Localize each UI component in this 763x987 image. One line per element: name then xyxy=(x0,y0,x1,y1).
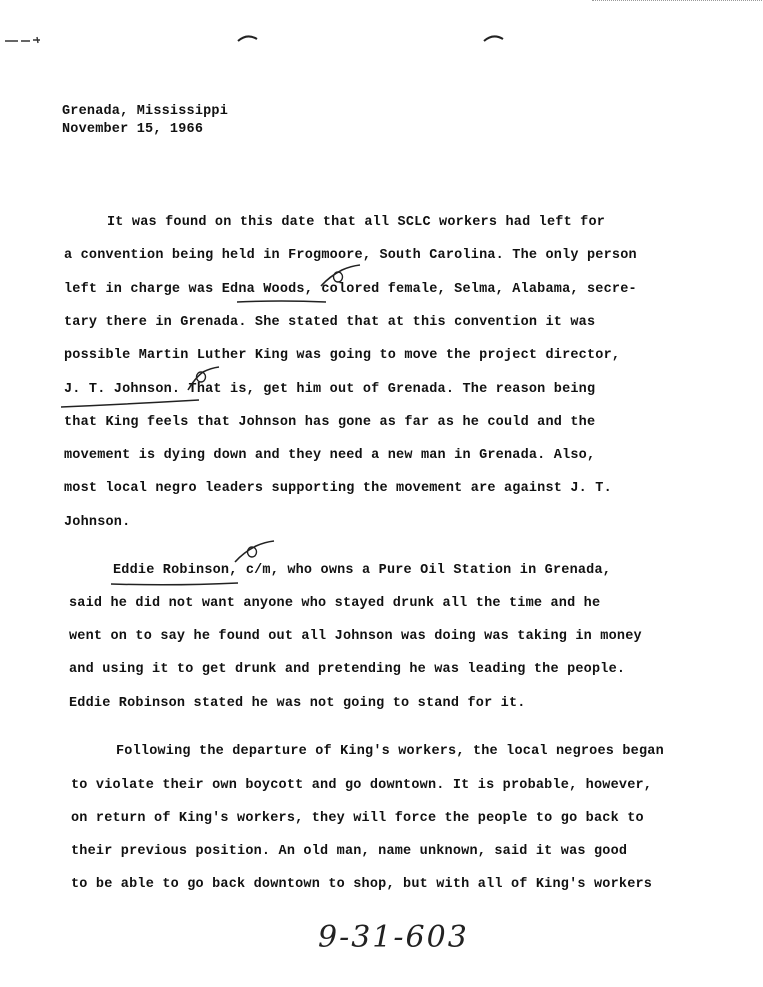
body-line-15: Eddie Robinson stated he was not going to stand for it. xyxy=(69,696,526,711)
body-line-10: Johnson. xyxy=(64,515,131,530)
body-line-1: It was found on this date that all SCLC workers had left for xyxy=(107,215,606,230)
handwritten-check-mark-woods xyxy=(318,264,362,290)
header-date: November 15, 1966 xyxy=(62,122,204,137)
body-line-14: and using it to get drunk and pretending he was leading the people. xyxy=(69,662,626,677)
handwritten-name-underline-robinson xyxy=(110,581,240,587)
body-line-2: a convention being held in Frogmoore, South Carolina. The only person xyxy=(64,248,637,263)
body-line-9: most local negro leaders supporting the movement are against J. T. xyxy=(64,481,612,496)
body-line-12: said he did not want anyone who stayed drunk all the time and he xyxy=(69,596,601,611)
body-line-5: possible Martin Luther King was going to move the project director, xyxy=(64,348,621,363)
body-line-19: their previous position. An old man, name unknown, said it was good xyxy=(71,844,628,859)
body-line-4: tary there in Grenada. She stated that at this convention it was xyxy=(64,315,596,330)
handwritten-name-underline-woods xyxy=(236,299,328,305)
handwritten-name-underline-johnson xyxy=(60,398,200,410)
handwritten-check-mark-johnson xyxy=(185,366,221,394)
body-line-11: Eddie Robinson, c/m, who owns a Pure Oil Station in Grenada, xyxy=(113,563,612,578)
body-line-16: Following the departure of King's workers, the local negroes began xyxy=(116,744,664,759)
punch-hole-arc-right xyxy=(482,32,506,44)
punch-hole-arc-left xyxy=(236,32,260,44)
handwritten-file-number: 9-31-603 xyxy=(318,920,469,955)
handwritten-check-mark-robinson xyxy=(232,540,276,566)
corner-scribble-mark xyxy=(4,34,44,46)
body-line-3: left in charge was Edna Woods, colored female, Selma, Alabama, secre- xyxy=(64,282,637,297)
body-line-13: went on to say he found out all Johnson was doing was taking in money xyxy=(69,629,642,644)
body-line-20: to be able to go back downtown to shop, but with all of King's workers xyxy=(71,877,653,892)
top-dotted-border xyxy=(592,0,762,3)
body-line-17: to violate their own boycott and go downtown. It is probable, however, xyxy=(71,778,653,793)
body-line-6: J. T. Johnson. That is, get him out of Grenada. The reason being xyxy=(64,382,596,397)
body-line-18: on return of King's workers, they will force the people to go back to xyxy=(71,811,644,826)
header-place: Grenada, Mississippi xyxy=(62,104,229,119)
body-line-7: that King feels that Johnson has gone as far as he could and the xyxy=(64,415,596,430)
body-line-8: movement is dying down and they need a new man in Grenada. Also, xyxy=(64,448,596,463)
